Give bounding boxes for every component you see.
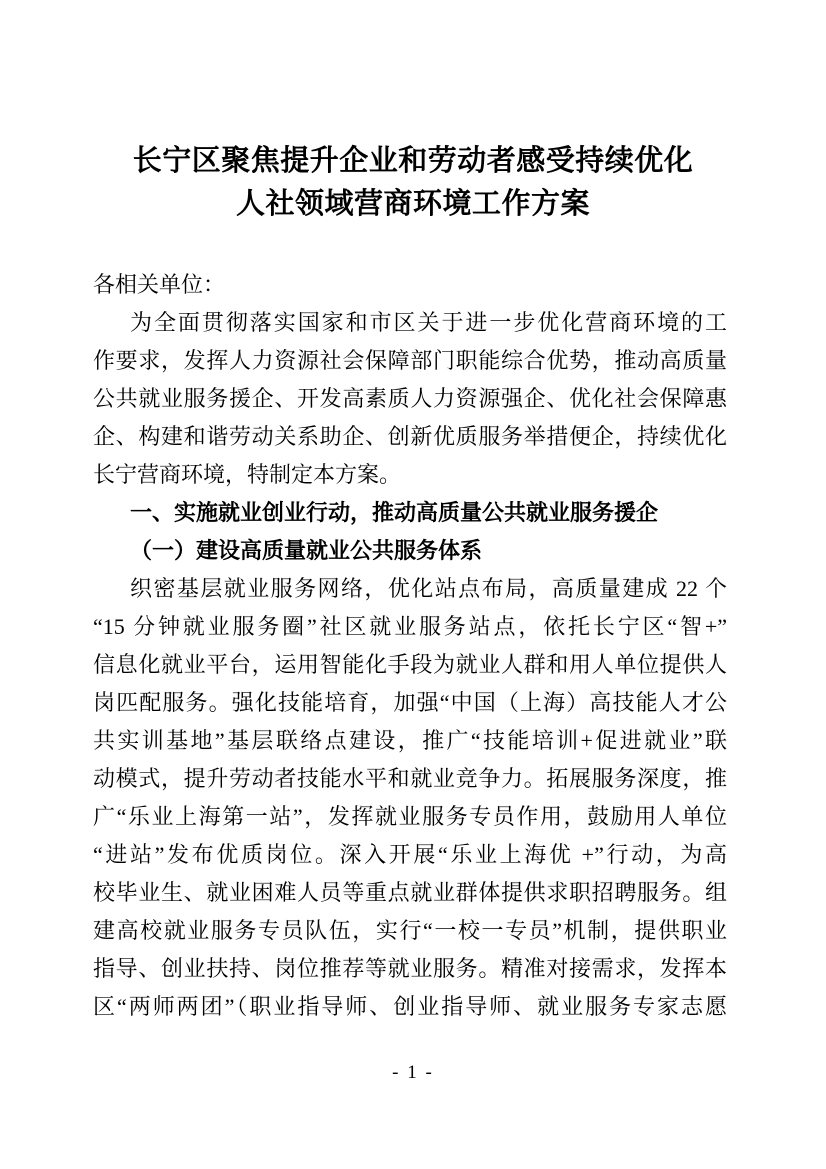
text-line: “进站”发布优质岗位。深入开展“乐业上海优 +”行动，为高 [93, 842, 727, 867]
title-line-2: 人社领域营商环境工作方案 [235, 188, 590, 220]
text-line: 区“两师两团”（职业指导师、创业指导师、就业服务专家志愿 [93, 994, 727, 1019]
text-line: 企、构建和谐劳动关系助企、创新优质服务举措便企，持续优化 [93, 424, 727, 449]
text-line: 织密基层就业服务网络，优化站点布局，高质量建成 22 个 [130, 576, 727, 601]
text-line: 建高校就业服务专员队伍，实行“一校一专员”机制，提供职业 [93, 918, 727, 943]
text-line: 公共就业服务援企、开发高素质人力资源强企、优化社会保障惠 [93, 386, 727, 411]
document-title [60, 140, 766, 226]
section-heading: 一、实施就业创业行动，推动高质量公共就业服务援企 [130, 500, 659, 525]
text-line: 共实训基地”基层联络点建设，推广“技能培训+促进就业”联 [93, 728, 727, 753]
text-line: 为全面贯彻落实国家和市区关于进一步优化营商环境的工 [130, 310, 727, 335]
subsection-heading: （一）建设高质量就业公共服务体系 [130, 538, 483, 564]
text-line: 校毕业生、就业困难人员等重点就业群体提供求职招聘服务。组 [93, 880, 727, 905]
document-body [93, 266, 727, 1026]
text-line: “15 分钟就业服务圈”社区就业服务站点，依托长宁区“智+” [93, 614, 727, 639]
text-line: 指导、创业扶持、岗位推荐等就业服务。精准对接需求，发挥本 [93, 956, 727, 981]
text-line: 动模式，提升劳动者技能水平和就业竞争力。拓展服务深度，推 [93, 766, 727, 791]
text-line: 作要求，发挥人力资源社会保障部门职能综合优势，推动高质量 [93, 348, 727, 373]
text-line: 广“乐业上海第一站”，发挥就业服务专员作用，鼓励用人单位 [93, 804, 727, 829]
text-line: 各相关单位： [93, 272, 226, 297]
title-line-1: 长宁区聚焦提升企业和劳动者感受持续优化 [132, 145, 694, 177]
text-line: 岗匹配服务。强化技能培育，加强“中国（上海）高技能人才公 [93, 690, 727, 715]
page-number: - 1 - [392, 1062, 434, 1083]
text-line: 信息化就业平台，运用智能化手段为就业人群和用人单位提供人 [93, 652, 727, 677]
text-line: 长宁营商环境，特制定本方案。 [93, 462, 402, 487]
